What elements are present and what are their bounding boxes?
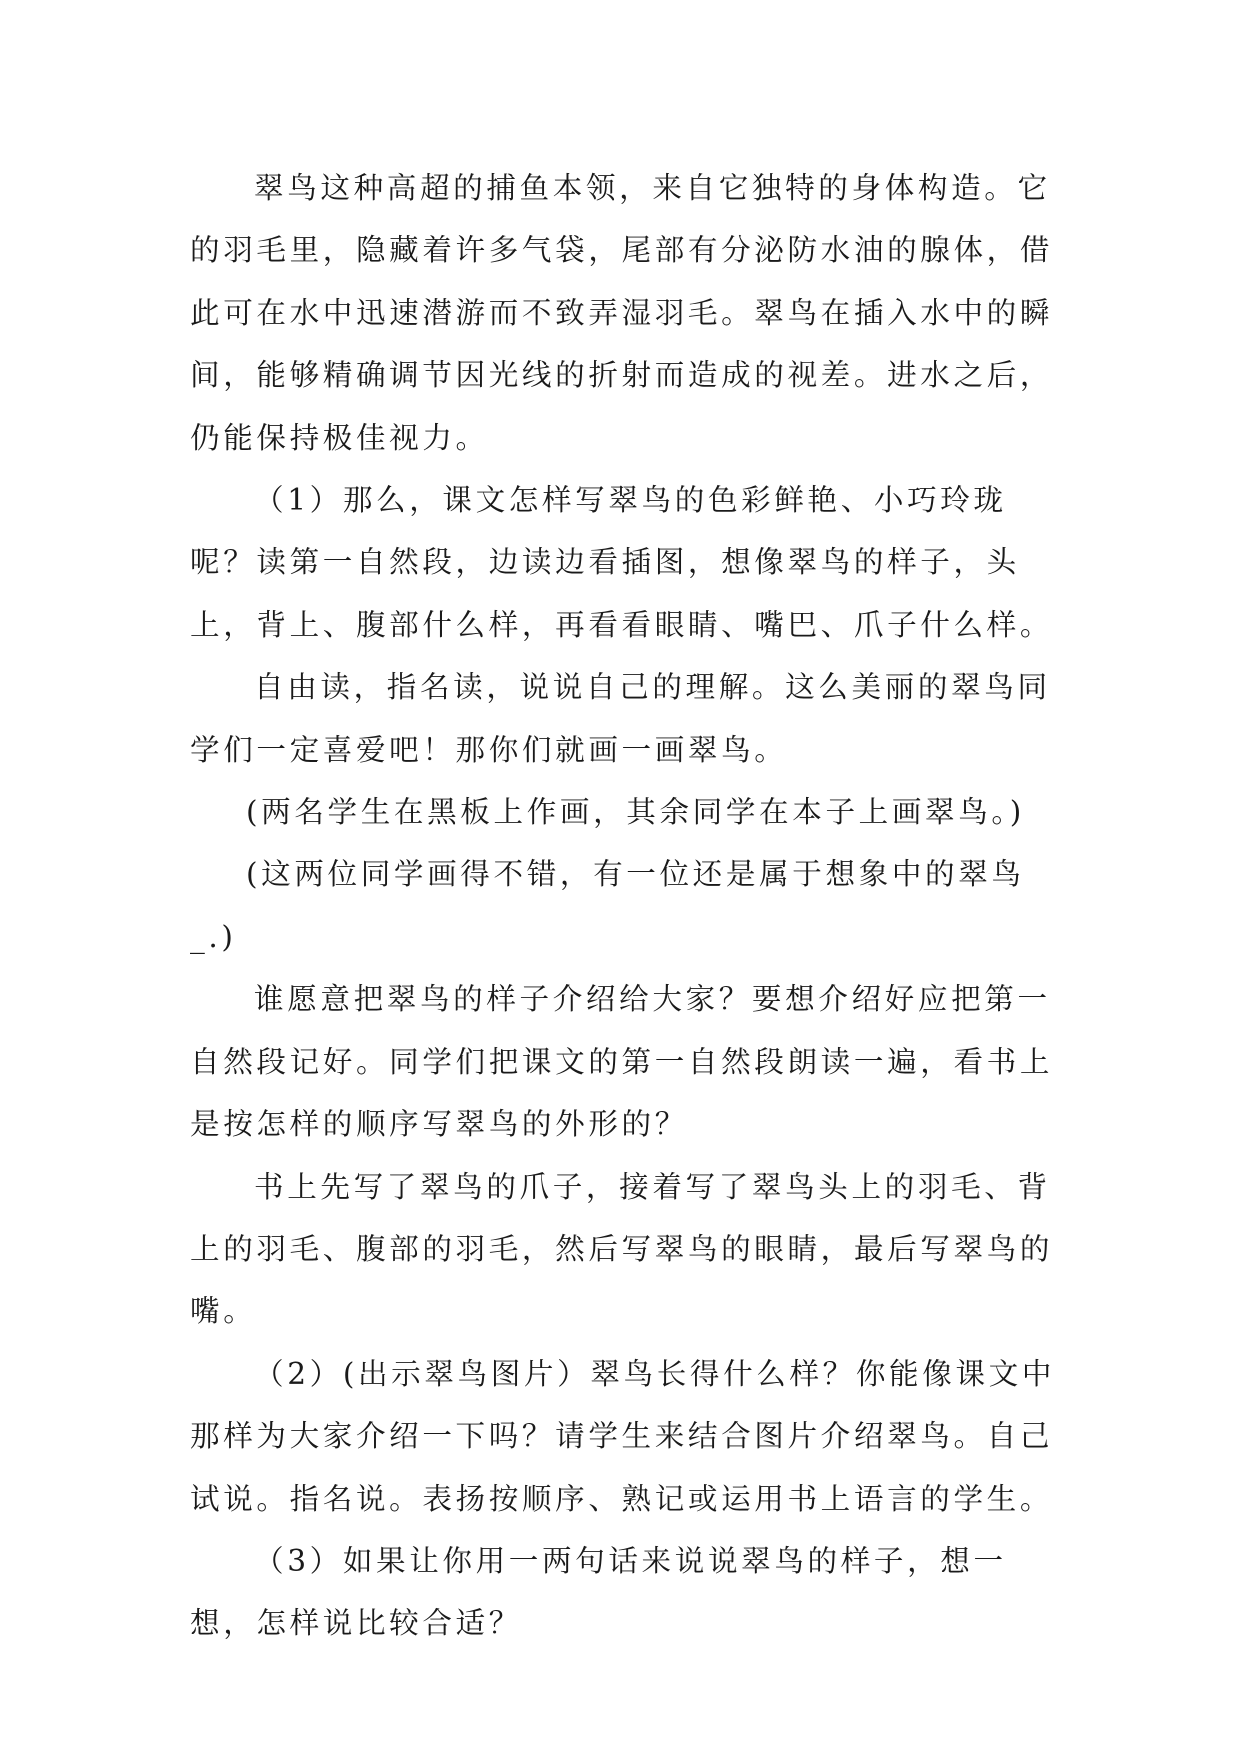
paragraph: （3）如果让你用一两句话来说说翠鸟的样子，想一想，怎样说比较合适？ (190, 1543, 1007, 1641)
paragraph: 谁愿意把翠鸟的样子介绍给大家？要想介绍好应把第一自然段记好。同学们把课文的第一自然段朗读一遍，看书上是按怎样的顺序写翠鸟的外形的？ (190, 982, 1054, 1142)
paragraph: 自由读，指名读，说说自己的理解。这么美丽的翠鸟同学们一定喜爱吧！那你们就画一画翠鸟。 (190, 670, 1051, 767)
paragraph: 翠鸟这种高超的捕鱼本领，来自它独特的身体构造。它的羽毛里，隐藏着许多气袋，尾部有分泌防水油的腺体，借此可在水中迅速潜游而不致弄湿羽毛。翠鸟在插入水中的瞬间，能够精确调节因光线的折射而造成的视差。进水之后，仍能保持极佳视力。 (190, 171, 1054, 455)
body-text (190, 157, 1070, 1655)
paragraph: （2）(出示翠鸟图片）翠鸟长得什么样？你能像课文中那样为大家介绍一下吗？请学生来结合图片介绍翠鸟。自己试说。指名说。表扬按顺序、熟记或运用书上语言的学生。 (190, 1356, 1056, 1516)
paragraph: （1）那么，课文怎样写翠鸟的色彩鲜艳、小巧玲珑呢？读第一自然段，边读边看插图，想像翠鸟的样子，头上，背上、腹部什么样，再看看眼睛、嘴巴、爪子什么样。 (190, 483, 1054, 642)
paragraph: 书上先写了翠鸟的爪子，接着写了翠鸟头上的羽毛、背上的羽毛、腹部的羽毛，然后写翠鸟的眼睛，最后写翠鸟的嘴。 (190, 1169, 1054, 1329)
paragraph: (这两位同学画得不错，有一位还是属于想象中的翠鸟_.) (190, 857, 1025, 954)
paragraph: (两名学生在黑板上作画，其余同学在本子上画翠鸟。) (246, 795, 1025, 830)
